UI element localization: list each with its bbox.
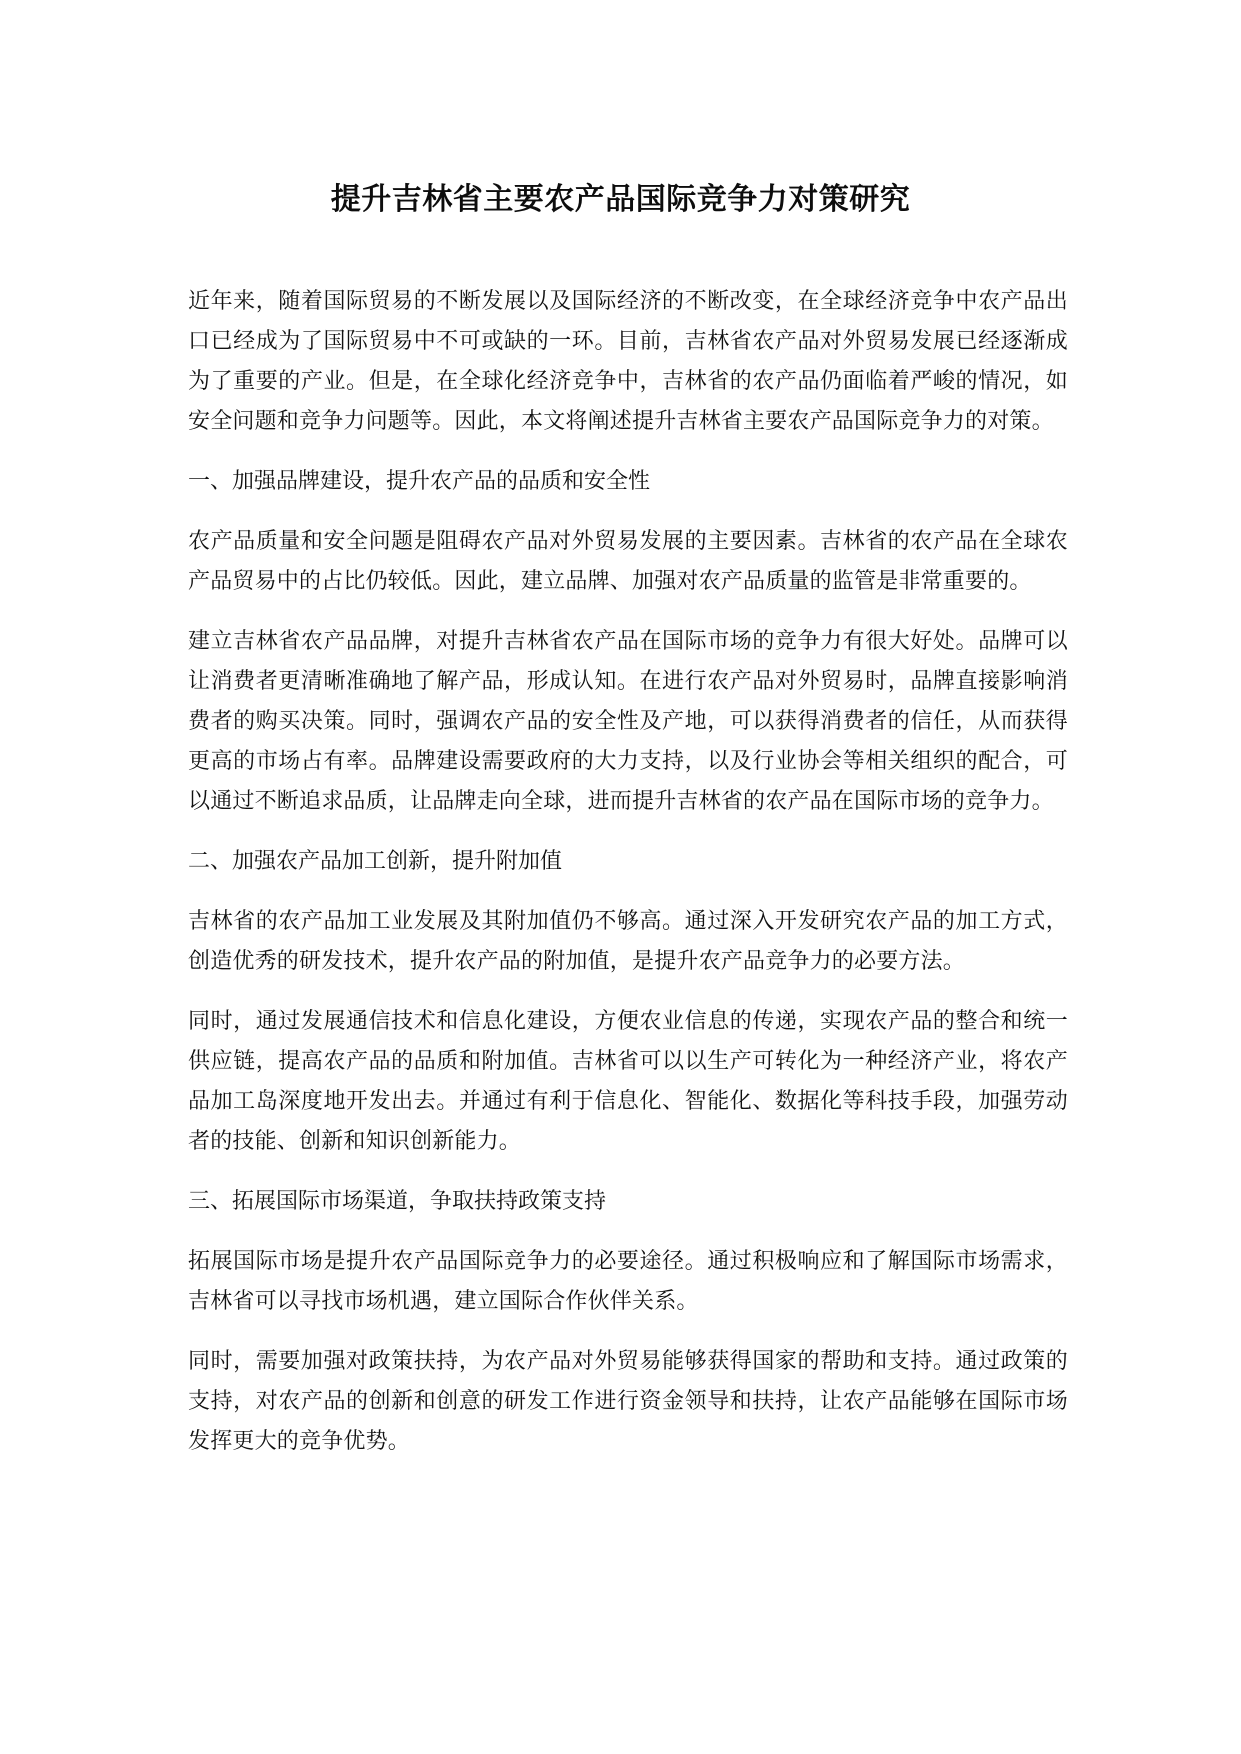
section-paragraph: 农产品质量和安全问题是阻碍农产品对外贸易发展的主要因素。吉林省的农产品在全球农产品贸易中的占比仍较低。因此，建立品牌、加强对农产品质量的监管是非常重要的。 [188, 529, 1068, 594]
section-heading: 二、加强农产品加工创新，提升附加值 [188, 849, 563, 874]
section-2 [188, 842, 1068, 1162]
section-heading: 一、加强品牌建设，提升农产品的品质和安全性 [188, 469, 651, 494]
section-heading: 三、拓展国际市场渠道，争取扶持政策支持 [188, 1189, 607, 1214]
document-body [188, 282, 1068, 1482]
section-paragraph: 同时，通过发展通信技术和信息化建设，方便农业信息的传递，实现农产品的整合和统一供应链，提高农产品的品质和附加值。吉林省可以以生产可转化为一种经济产业，将农产品加工岛深度地开发出去。并通过有利于信息化、智能化、数据化等科技手段，加强劳动者的技能、创新和知识创新能力。 [188, 1009, 1068, 1154]
section-paragraph: 吉林省的农产品加工业发展及其附加值仍不够高。通过深入开发研究农产品的加工方式，创造优秀的研发技术，提升农产品的附加值，是提升农产品竞争力的必要方法。 [188, 909, 1068, 974]
section-3 [188, 1182, 1068, 1462]
section-paragraph: 拓展国际市场是提升农产品国际竞争力的必要途径。通过积极响应和了解国际市场需求，吉林省可以寻找市场机遇，建立国际合作伙伴关系。 [188, 1249, 1068, 1314]
section-paragraph: 建立吉林省农产品品牌，对提升吉林省农产品在国际市场的竞争力有很大好处。品牌可以让消费者更清晰准确地了解产品，形成认知。在进行农产品对外贸易时，品牌直接影响消费者的购买决策。同时，强调农产品的安全性及产地，可以获得消费者的信任，从而获得更高的市场占有率。品牌建设需要政府的大力支持，以及行业协会等相关组织的配合，可以通过不断追求品质，让品牌走向全球，进而提升吉林省的农产品在国际市场的竞争力。 [188, 629, 1068, 814]
document-title: 提升吉林省主要农产品国际竞争力对策研究 [330, 182, 911, 217]
intro-paragraph: 近年来，随着国际贸易的不断发展以及国际经济的不断改变，在全球经济竞争中农产品出口已经成为了国际贸易中不可或缺的一环。目前，吉林省农产品对外贸易发展已经逐渐成为了重要的产业。但是，在全球化经济竞争中，吉林省的农产品仍面临着严峻的情况，如安全问题和竞争力问题等。因此，本文将阐述提升吉林省主要农产品国际竞争力的对策。 [188, 289, 1068, 434]
section-1 [188, 462, 1068, 822]
section-paragraph: 同时，需要加强对政策扶持，为农产品对外贸易能够获得国家的帮助和支持。通过政策的支持，对农产品的创新和创意的研发工作进行资金领导和扶持，让农产品能够在国际市场发挥更大的竞争优势。 [188, 1349, 1068, 1454]
